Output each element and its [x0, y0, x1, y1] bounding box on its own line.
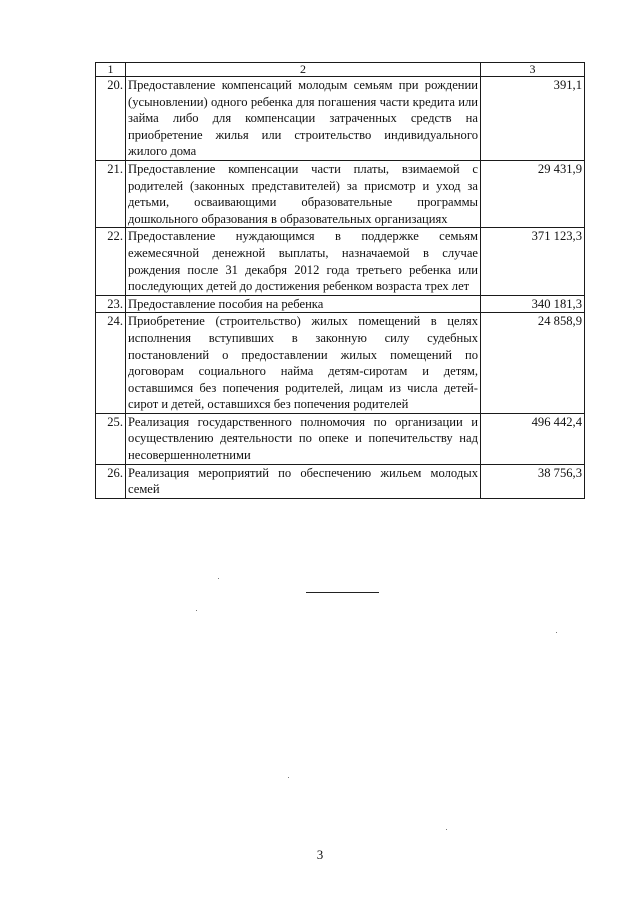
- row-amount: 29 431,9: [481, 160, 585, 227]
- row-number: 25.: [96, 413, 126, 464]
- table-row: [96, 228, 585, 295]
- row-number: 22.: [96, 228, 126, 295]
- row-description: Предоставление компенсаций молодым семьям при рождении (усыновлении) одного ребенка для погашения части кредита или займа либо для компенсации затраченных средств на приобретение жилья или строительство индивидуального жилого дома: [126, 77, 481, 161]
- table-header-row: [96, 63, 585, 77]
- row-number: 21.: [96, 160, 126, 227]
- row-number: 26.: [96, 464, 126, 498]
- page-number: 3: [316, 847, 324, 862]
- row-amount: 496 442,4: [481, 413, 585, 464]
- table-row: [96, 413, 585, 464]
- row-amount: 391,1: [481, 77, 585, 161]
- table-row: [96, 160, 585, 227]
- row-number: 23.: [96, 295, 126, 313]
- scan-speck: [556, 632, 557, 633]
- row-amount: 371 123,3: [481, 228, 585, 295]
- row-description: Реализация мероприятий по обеспечению жильем молодых семей: [126, 464, 481, 498]
- row-number: 20.: [96, 77, 126, 161]
- column-header: 2: [126, 63, 481, 77]
- table-row: [96, 313, 585, 414]
- row-amount: 340 181,3: [481, 295, 585, 313]
- scan-speck: [196, 610, 197, 611]
- separator-line: [306, 592, 379, 593]
- scan-speck: [446, 829, 447, 830]
- row-number: 24.: [96, 313, 126, 414]
- row-amount: 38 756,3: [481, 464, 585, 498]
- row-description: Реализация государственного полномочия по организации и осуществлению деятельности по опеке и попечительству над несовершеннолетними: [126, 413, 481, 464]
- table-row: [96, 464, 585, 498]
- budget-table: [95, 62, 585, 499]
- scan-speck: [288, 777, 289, 778]
- column-header: 3: [481, 63, 585, 77]
- row-description: Приобретение (строительство) жилых помещений в целях исполнения вступивших в законную силу судебных постановлений о предоставлении жилых помещений по договорам социального найма детям-сиротам и детям, оставшимся без попечения родителей, лицам из числа детей-сирот и детей, оставшихся без попечения родителей: [126, 313, 481, 414]
- row-description: Предоставление нуждающимся в поддержке семьям ежемесячной денежной выплаты, назначаемой в случае рождения после 31 декабря 2012 года третьего ребенка или последующих детей до достижения ребенком возраста трех лет: [126, 228, 481, 295]
- column-header: 1: [96, 63, 126, 77]
- table-row: [96, 77, 585, 161]
- row-amount: 24 858,9: [481, 313, 585, 414]
- table-row: [96, 295, 585, 313]
- scan-speck: [218, 578, 219, 579]
- row-description: Предоставление пособия на ребенка: [126, 295, 481, 313]
- row-description: Предоставление компенсации части платы, взимаемой с родителей (законных представителей) за присмотр и уход за детьми, осваивающими образовательные программы дошкольного образования в образовательных организациях: [126, 160, 481, 227]
